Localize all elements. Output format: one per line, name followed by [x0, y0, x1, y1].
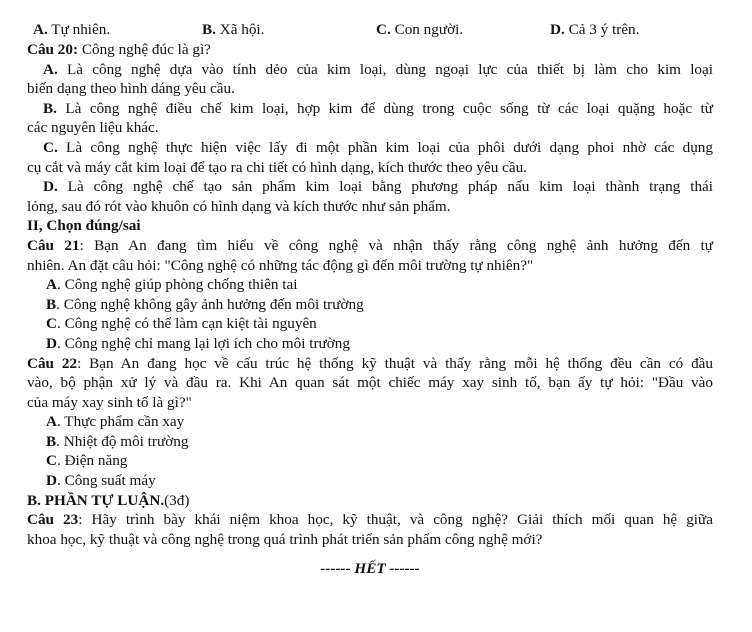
q19-option-d: D. Cả 3 ý trên. — [550, 21, 640, 38]
q20-question: Câu 20: Công nghệ đúc là gì? — [27, 41, 211, 58]
q22-question: Câu 22: Bạn An đang học về cấu trúc hệ thống kỹ thuật và thấy rằng mỗi hệ thống đều cần có đầu — [27, 354, 714, 372]
q20-option-a-cont: biến dạng theo hình dáng yêu cầu. — [27, 80, 235, 98]
part-b-title: B. PHẦN TỰ LUẬN.(3đ) — [27, 491, 190, 509]
q20-option-d: D. Là công nghệ chế tạo sản phẩm kim loại bằng phương pháp nấu kim loại thành trạng thái — [43, 178, 713, 196]
q22-question-cont: vào, bộ phận xử lý và đầu ra. Khi An quan sát một chiếc máy xay sinh tố, bạn ấy tự hỏi: "Đầu vào — [27, 374, 713, 392]
end-marker: ------ HẾT ------ — [320, 560, 420, 578]
q22-option-c: C. Điện năng — [46, 452, 128, 470]
section-2-title: II, Chọn đúng/sai — [27, 217, 141, 235]
q21-question-cont: nhiên. An đặt câu hỏi: "Công nghệ có những tác động gì đến môi trường tự nhiên?" — [27, 256, 534, 274]
q21-question: Câu 21: Bạn An đang tìm hiểu về công nghệ và nhận thấy rằng công nghệ ảnh hưởng đến tự — [27, 236, 713, 254]
q20-option-c-cont: cụ cắt và máy cắt kim loại để tạo ra chi tiết có hình dạng, kích thước theo yêu cầu. — [27, 158, 527, 176]
q20-option-a: A. Là công nghệ dựa vào tính dẻo của kim loại, dùng ngoại lực của thiết bị làm cho kim loại — [43, 60, 713, 78]
q21-option-a: A. Công nghệ giúp phòng chống thiên tai — [46, 276, 298, 294]
q20-option-d-cont: lỏng, sau đó rót vào khuôn có hình dạng và kích thước như sản phẩm. — [27, 197, 451, 215]
q19-option-c: C. Con người. — [376, 21, 464, 38]
q22-option-b: B. Nhiệt độ môi trường — [46, 432, 189, 450]
q22-option-d: D. Công suất máy — [46, 472, 156, 490]
q20-option-c: C. Là công nghệ thực hiện việc lấy đi một phần kim loại của phôi dưới dạng phoi nhờ các dụng — [43, 138, 713, 156]
q22-question-cont2: của máy xay sinh tố là gì?" — [27, 393, 192, 411]
q22-option-a: A. Thực phẩm cần xay — [46, 413, 185, 431]
q21-option-d: D. Công nghệ chỉ mang lại lợi ích cho môi trường — [46, 334, 350, 352]
q21-option-c: C. Công nghệ có thể làm cạn kiệt tài nguyên — [46, 315, 317, 333]
q23-question: Câu 23: Hãy trình bày khái niệm khoa học, kỹ thuật, và công nghệ? Giải thích mối quan hệ giữa — [27, 511, 713, 529]
exam-page — [27, 20, 713, 579]
q19-option-a: A. Tự nhiên. — [33, 21, 111, 38]
q19-option-b: B. Xã hội. — [202, 21, 265, 38]
q23-question-cont: khoa học, kỹ thuật và công nghệ trong quá trình phát triển sản phẩm công nghệ mới? — [27, 530, 543, 548]
q20-option-b: B. Là công nghệ điều chế kim loại, hợp kim để dùng trong cuộc sống từ các loại quặng hoặc từ — [43, 99, 713, 117]
q20-option-b-cont: các nguyên liệu khác. — [27, 119, 159, 137]
q19-options — [27, 20, 713, 40]
q21-option-b: B. Công nghệ không gây ảnh hưởng đến môi trường — [46, 295, 364, 313]
